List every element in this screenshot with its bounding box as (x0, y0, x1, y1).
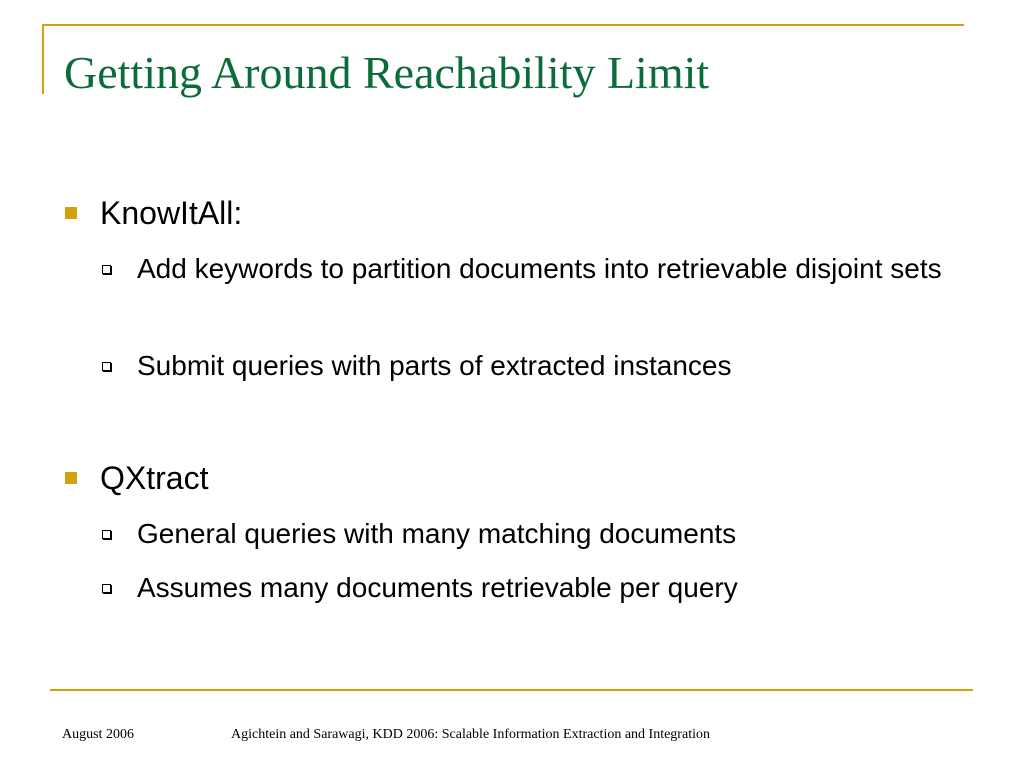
square-bullet-icon (65, 472, 77, 484)
slide-title: Getting Around Reachability Limit (64, 47, 710, 98)
footer-citation: Agichtein and Sarawagi, KDD 2006: Scalable Information Extraction and Integration (231, 727, 710, 742)
subbullet-text: General queries with many matching documents (137, 518, 737, 549)
subbullet-assumes-many (137, 568, 957, 608)
hollow-square-bullet-icon (102, 362, 111, 371)
subbullet-text: Add keywords to partition documents into retrievable disjoint sets (137, 253, 942, 284)
bullet-knowitall (100, 193, 242, 233)
subbullet-submit-queries (137, 346, 957, 386)
hollow-square-bullet-icon (102, 584, 111, 593)
bullet-text: KnowItAll: (100, 195, 243, 231)
subbullet-add-keywords (137, 249, 957, 289)
hollow-square-bullet-icon (102, 530, 111, 539)
footer-divider (50, 689, 973, 691)
subbullet-text: Submit queries with parts of extracted instances (137, 350, 732, 381)
hollow-square-bullet-icon (102, 265, 111, 274)
footer-date: August 2006 (62, 727, 134, 742)
subbullet-text: Assumes many documents retrievable per query (137, 572, 738, 603)
square-bullet-icon (65, 207, 77, 219)
bullet-qxtract (100, 458, 208, 498)
subbullet-general-queries (137, 514, 957, 554)
bullet-text: QXtract (100, 460, 209, 496)
